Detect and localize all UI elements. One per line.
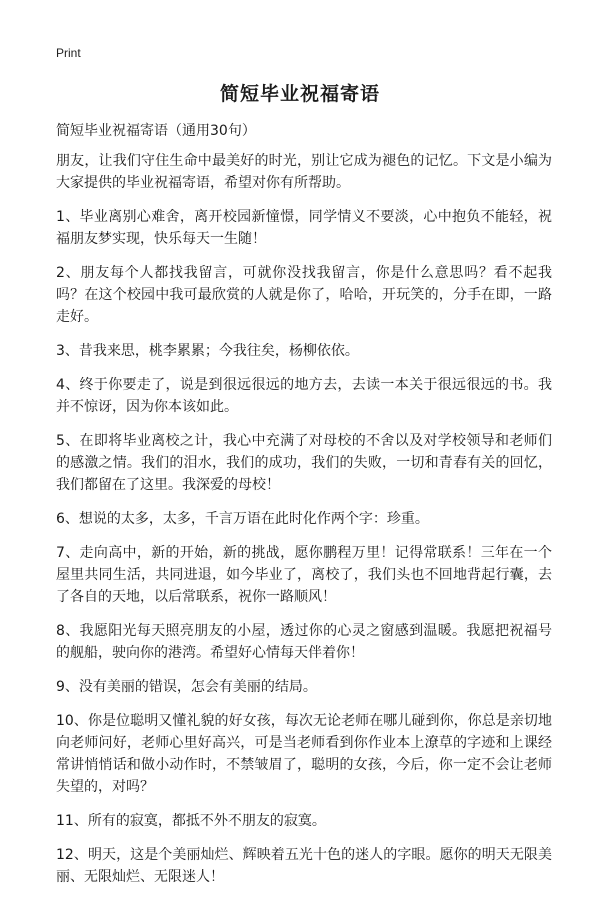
article-body — [56, 150, 552, 900]
blessing-item: 1、毕业离别心难舍，离开校园新憧憬，同学情义不要淡，心中抱负不能轻，祝福朋友梦实现，快乐每天一生随！ — [56, 209, 552, 247]
blessing-item: 6、想说的太多，太多，千言万语在此时化作两个字：珍重。 — [56, 511, 429, 527]
blessing-item: 7、走向高中，新的开始，新的挑战，愿你鹏程万里！记得常联系！三年在一个屋里共同生活，共同进退，如今毕业了，离校了，我们头也不回地背起行囊，去了各自的天地，以后常联系，祝你一路顺风！ — [56, 545, 552, 605]
blessing-item: 8、我愿阳光每天照亮朋友的小屋，透过你的心灵之窗感到温暖。我愿把祝福号的舰船，驶向你的港湾。希望好心情每天伴着你！ — [56, 623, 552, 661]
blessing-item: 5、在即将毕业离校之计，我心中充满了对母校的不舍以及对学校领导和老师们的感激之情。我们的泪水，我们的成功，我们的失败，一切和青春有关的回忆，我们都留在了这里。我深爱的母校！ — [56, 433, 552, 493]
blessing-item: 10、你是位聪明又懂礼貌的好女孩，每次无论老师在哪儿碰到你，你总是亲切地向老师问好，老师心里好高兴，可是当老师看到你作业本上潦草的字迹和上课经常讲悄悄话和做小动作时，不禁皱眉了，聪明的女孩，今后，你一定不会让老师失望的，对吗？ — [56, 713, 552, 795]
blessing-item: 12、明天，这是个美丽灿烂、辉映着五光十色的迷人的字眼。愿你的明天无限美丽、无限灿烂、无限迷人！ — [56, 847, 552, 885]
blessing-item: 11、所有的寂寞，都抵不外不朋友的寂寞。 — [56, 813, 326, 829]
document-subtitle: 简短毕业祝福寄语（通用30句） — [56, 123, 256, 139]
blessing-item: 3、昔我来思，桃李累累；今我往矣，杨柳依依。 — [56, 343, 359, 359]
blessing-item: 9、没有美丽的错误，怎会有美丽的结局。 — [56, 679, 317, 695]
blessing-item: 2、朋友每个人都找我留言，可就你没找我留言，你是什么意思吗？看不起我吗？在这个校园中我可最欣赏的人就是你了，哈哈，开玩笑的，分手在即，一路走好。 — [56, 265, 552, 325]
blessing-item: 4、终于你要走了，说是到很远很远的地方去，去读一本关于很远很远的书。我并不惊讶，因为你本该如此。 — [56, 377, 552, 415]
page-title: 简短毕业祝福寄语 — [219, 83, 380, 105]
intro-paragraph: 朋友，让我们守住生命中最美好的时光，别让它成为褪色的记忆。下文是小编为大家提供的毕业祝福寄语，希望对你有所帮助。 — [56, 153, 552, 191]
print-link[interactable]: Print — [56, 46, 81, 60]
